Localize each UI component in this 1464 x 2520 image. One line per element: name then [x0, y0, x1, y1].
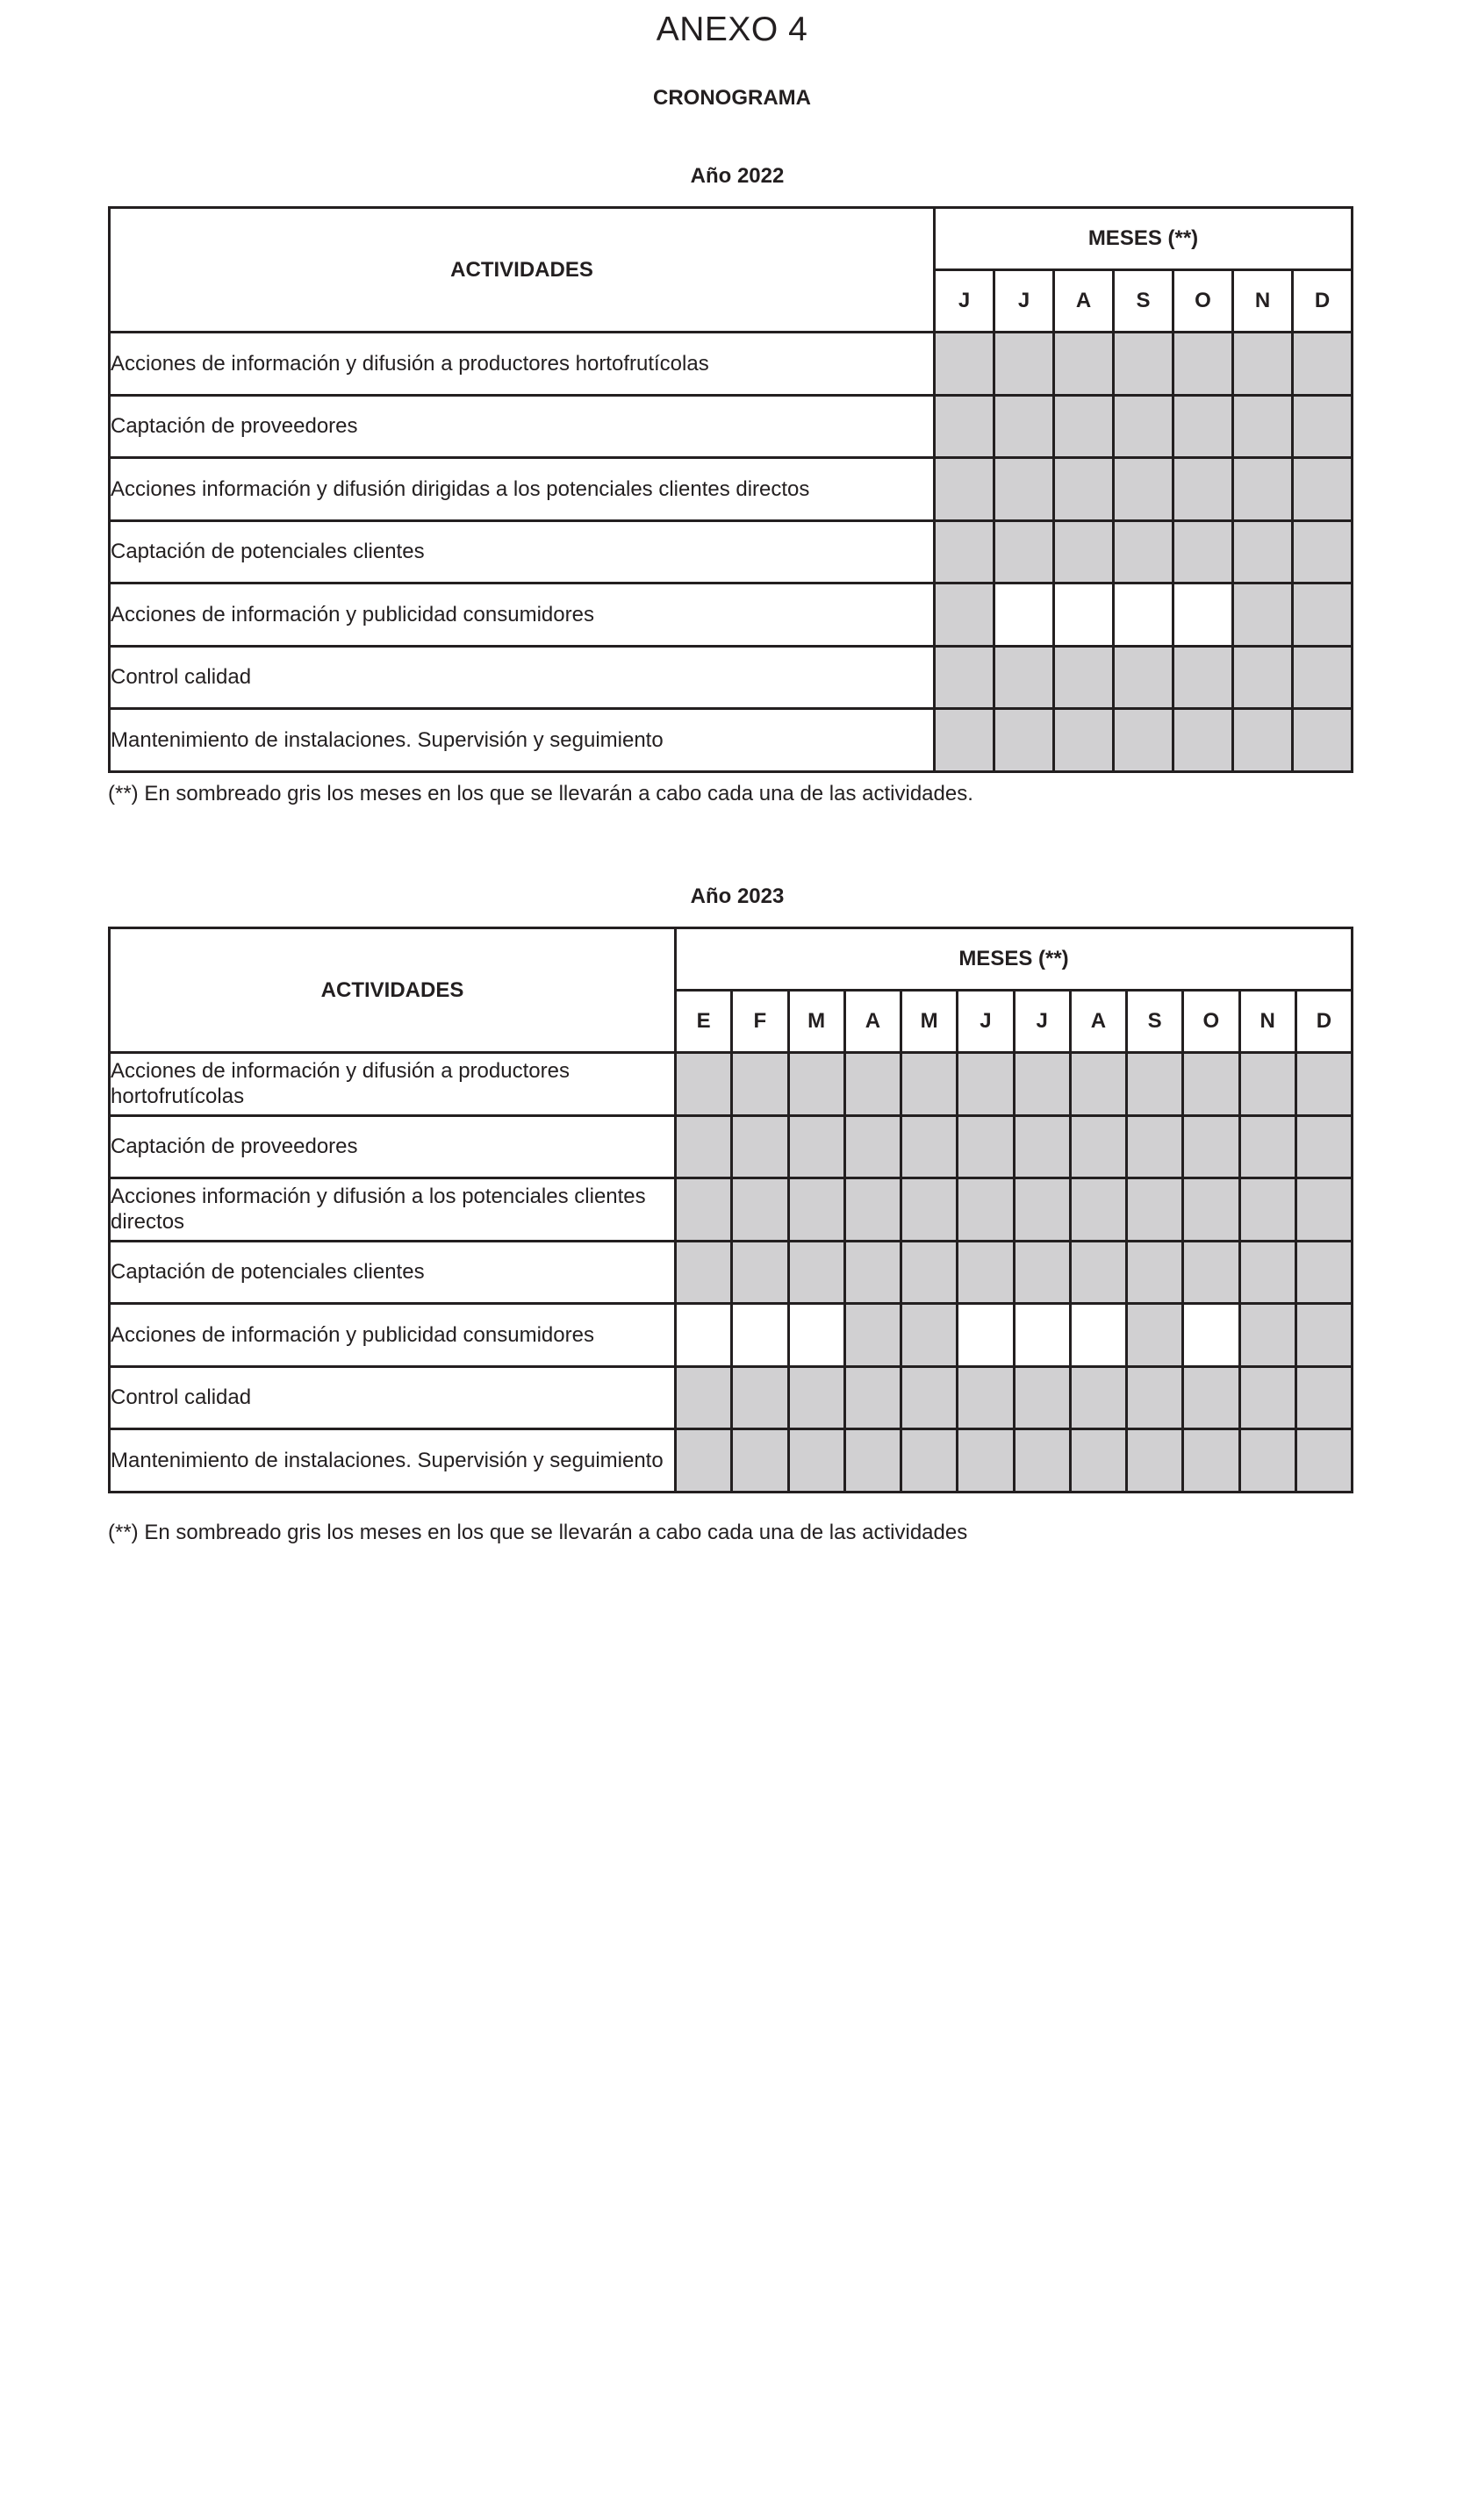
- month-cell-shaded: [1127, 1178, 1183, 1242]
- month-cell-shaded: [1183, 1178, 1239, 1242]
- month-cell-shaded: [1014, 1429, 1070, 1493]
- month-cell-shaded: [1295, 1053, 1352, 1116]
- month-cell-empty: [994, 583, 1054, 647]
- month-cell-shaded: [935, 646, 994, 709]
- month-cell-shaded: [844, 1304, 901, 1367]
- month-cell-shaded: [1293, 583, 1353, 647]
- month-cell-empty: [1183, 1304, 1239, 1367]
- month-cell-shaded: [1239, 1178, 1295, 1242]
- table-row: [110, 1178, 1353, 1242]
- month-cell-shaded: [788, 1053, 844, 1116]
- table-row: [110, 1115, 1353, 1178]
- month-label: N: [1239, 991, 1295, 1053]
- month-cell-shaded: [1173, 709, 1233, 772]
- month-cell-shaded: [1070, 1241, 1126, 1304]
- month-cell-shaded: [788, 1241, 844, 1304]
- month-cell-shaded: [1070, 1115, 1126, 1178]
- month-cell-shaded: [901, 1366, 958, 1429]
- month-cell-shaded: [935, 583, 994, 647]
- section-title: CRONOGRAMA: [653, 86, 811, 110]
- table-row: [110, 458, 1353, 521]
- month-cell-shaded: [994, 458, 1054, 521]
- month-cell-shaded: [676, 1366, 732, 1429]
- activity-label: Control calidad: [110, 1366, 676, 1429]
- month-cell-shaded: [901, 1178, 958, 1242]
- months-header: MESES (**): [935, 208, 1353, 270]
- annex-title: ANEXO 4: [656, 11, 808, 48]
- table-row: [110, 1429, 1353, 1493]
- month-cell-shaded: [958, 1178, 1014, 1242]
- month-cell-shaded: [1173, 646, 1233, 709]
- month-cell-shaded: [1054, 458, 1114, 521]
- activity-label: Captación de potenciales clientes: [110, 1241, 676, 1304]
- month-cell-shaded: [1295, 1178, 1352, 1242]
- month-cell-shaded: [676, 1241, 732, 1304]
- table-row: [110, 646, 1353, 709]
- month-cell-empty: [1014, 1304, 1070, 1367]
- month-label: F: [732, 991, 788, 1053]
- month-cell-shaded: [1183, 1115, 1239, 1178]
- year-label-2023: Año 2023: [690, 884, 785, 908]
- month-cell-shaded: [1127, 1304, 1183, 1367]
- month-cell-shaded: [1233, 709, 1293, 772]
- month-cell-shaded: [732, 1178, 788, 1242]
- footnote-2022: (**) En sombreado gris los meses en los que se llevarán a cabo cada una de las actividades.: [108, 782, 973, 805]
- month-cell-shaded: [788, 1429, 844, 1493]
- month-cell-shaded: [844, 1241, 901, 1304]
- month-cell-shaded: [958, 1366, 1014, 1429]
- month-cell-shaded: [676, 1178, 732, 1242]
- month-label: J: [958, 991, 1014, 1053]
- month-cell-shaded: [1239, 1366, 1295, 1429]
- month-cell-shaded: [1114, 520, 1173, 583]
- month-cell-shaded: [1173, 458, 1233, 521]
- month-cell-shaded: [1295, 1429, 1352, 1493]
- month-cell-shaded: [901, 1429, 958, 1493]
- month-cell-shaded: [1239, 1304, 1295, 1367]
- month-cell-shaded: [788, 1366, 844, 1429]
- month-cell-shaded: [1293, 333, 1353, 396]
- month-cell-shaded: [788, 1178, 844, 1242]
- table-row: [110, 583, 1353, 647]
- month-cell-shaded: [1070, 1178, 1126, 1242]
- activity-label: Acciones información y difusión a los potenciales clientes directos: [110, 1178, 676, 1242]
- month-cell-shaded: [1054, 520, 1114, 583]
- activity-label: Acciones de información y difusión a productores hortofrutícolas: [110, 1053, 676, 1116]
- month-cell-empty: [788, 1304, 844, 1367]
- activity-label: Acciones de información y difusión a productores hortofrutícolas: [110, 333, 935, 396]
- month-label: M: [788, 991, 844, 1053]
- month-cell-shaded: [901, 1304, 958, 1367]
- month-cell-shaded: [1127, 1366, 1183, 1429]
- month-cell-shaded: [958, 1241, 1014, 1304]
- month-cell-shaded: [935, 458, 994, 521]
- table-row: [110, 1241, 1353, 1304]
- month-cell-shaded: [732, 1115, 788, 1178]
- month-label: S: [1127, 991, 1183, 1053]
- month-cell-shaded: [958, 1053, 1014, 1116]
- month-cell-shaded: [844, 1053, 901, 1116]
- month-cell-shaded: [935, 520, 994, 583]
- month-cell-shaded: [1233, 646, 1293, 709]
- table-row: [110, 709, 1353, 772]
- month-cell-shaded: [1114, 709, 1173, 772]
- month-cell-shaded: [1233, 458, 1293, 521]
- month-cell-shaded: [1114, 458, 1173, 521]
- month-cell-shaded: [1014, 1178, 1070, 1242]
- month-cell-shaded: [994, 520, 1054, 583]
- month-cell-shaded: [732, 1241, 788, 1304]
- month-cell-shaded: [994, 395, 1054, 458]
- month-cell-shaded: [676, 1115, 732, 1178]
- month-cell-shaded: [1295, 1366, 1352, 1429]
- month-label: D: [1295, 991, 1352, 1053]
- month-cell-shaded: [676, 1429, 732, 1493]
- activity-label: Captación de proveedores: [110, 395, 935, 458]
- activity-label: Captación de potenciales clientes: [110, 520, 935, 583]
- month-cell-shaded: [1173, 395, 1233, 458]
- activity-label: Acciones información y difusión dirigidas a los potenciales clientes directos: [110, 458, 935, 521]
- month-cell-shaded: [1014, 1366, 1070, 1429]
- month-cell-shaded: [844, 1178, 901, 1242]
- month-cell-shaded: [1293, 520, 1353, 583]
- month-cell-shaded: [1070, 1429, 1126, 1493]
- month-cell-empty: [1054, 583, 1114, 647]
- month-cell-shaded: [1239, 1429, 1295, 1493]
- month-cell-shaded: [1233, 333, 1293, 396]
- month-cell-shaded: [1295, 1115, 1352, 1178]
- month-label: J: [935, 270, 994, 333]
- year-label-2022: Año 2022: [690, 164, 785, 188]
- month-cell-shaded: [1293, 709, 1353, 772]
- month-cell-shaded: [1239, 1053, 1295, 1116]
- activity-label: Mantenimiento de instalaciones. Supervisión y seguimiento: [110, 709, 935, 772]
- month-cell-shaded: [901, 1115, 958, 1178]
- activity-label: Acciones de información y publicidad consumidores: [110, 1304, 676, 1367]
- table-row: [110, 1366, 1353, 1429]
- footnote-2023: (**) En sombreado gris los meses en los que se llevarán a cabo cada una de las actividades: [108, 1521, 968, 1544]
- month-cell-shaded: [1054, 646, 1114, 709]
- month-cell-shaded: [1183, 1429, 1239, 1493]
- month-cell-shaded: [935, 709, 994, 772]
- table-row: [110, 520, 1353, 583]
- month-label: O: [1183, 991, 1239, 1053]
- month-cell-shaded: [788, 1115, 844, 1178]
- month-cell-shaded: [1239, 1241, 1295, 1304]
- month-label: D: [1293, 270, 1353, 333]
- month-cell-empty: [1070, 1304, 1126, 1367]
- month-cell-shaded: [1127, 1241, 1183, 1304]
- month-cell-shaded: [935, 395, 994, 458]
- month-cell-empty: [1173, 583, 1233, 647]
- month-cell-shaded: [1114, 395, 1173, 458]
- month-cell-shaded: [732, 1366, 788, 1429]
- month-cell-shaded: [1295, 1304, 1352, 1367]
- month-cell-shaded: [958, 1115, 1014, 1178]
- month-cell-shaded: [901, 1053, 958, 1116]
- month-cell-shaded: [901, 1241, 958, 1304]
- month-label: A: [844, 991, 901, 1053]
- month-cell-shaded: [994, 646, 1054, 709]
- month-cell-shaded: [1014, 1115, 1070, 1178]
- month-cell-shaded: [1293, 458, 1353, 521]
- month-cell-shaded: [1233, 520, 1293, 583]
- month-cell-shaded: [958, 1429, 1014, 1493]
- month-cell-shaded: [1183, 1366, 1239, 1429]
- schedule-table-2023: [108, 927, 1353, 1493]
- month-cell-shaded: [1295, 1241, 1352, 1304]
- month-label: M: [901, 991, 958, 1053]
- activity-label: Control calidad: [110, 646, 935, 709]
- month-cell-shaded: [1173, 520, 1233, 583]
- table-row: [110, 395, 1353, 458]
- activity-label: Mantenimiento de instalaciones. Supervisión y seguimiento: [110, 1429, 676, 1493]
- activity-label: Acciones de información y publicidad consumidores: [110, 583, 935, 647]
- month-cell-shaded: [1054, 709, 1114, 772]
- month-cell-shaded: [1127, 1053, 1183, 1116]
- schedule-table-2022: [108, 206, 1353, 773]
- month-cell-shaded: [1070, 1366, 1126, 1429]
- month-cell-shaded: [1239, 1115, 1295, 1178]
- month-cell-shaded: [1233, 583, 1293, 647]
- month-cell-shaded: [844, 1366, 901, 1429]
- activities-header: ACTIVIDADES: [110, 208, 935, 333]
- month-cell-shaded: [1127, 1115, 1183, 1178]
- month-cell-shaded: [1233, 395, 1293, 458]
- month-cell-shaded: [844, 1429, 901, 1493]
- month-cell-shaded: [732, 1053, 788, 1116]
- month-cell-shaded: [1183, 1053, 1239, 1116]
- month-cell-shaded: [1293, 395, 1353, 458]
- table-row: [110, 1053, 1353, 1116]
- month-cell-shaded: [1114, 333, 1173, 396]
- month-cell-shaded: [935, 333, 994, 396]
- month-label: J: [994, 270, 1054, 333]
- month-cell-shaded: [1183, 1241, 1239, 1304]
- month-cell-empty: [676, 1304, 732, 1367]
- month-label: N: [1233, 270, 1293, 333]
- month-label: J: [1014, 991, 1070, 1053]
- month-cell-shaded: [1054, 333, 1114, 396]
- month-label: A: [1070, 991, 1126, 1053]
- month-cell-shaded: [1293, 646, 1353, 709]
- month-cell-empty: [1114, 583, 1173, 647]
- month-label: S: [1114, 270, 1173, 333]
- table-row: [110, 333, 1353, 396]
- month-cell-empty: [732, 1304, 788, 1367]
- month-label: A: [1054, 270, 1114, 333]
- month-cell-shaded: [1014, 1241, 1070, 1304]
- month-label: E: [676, 991, 732, 1053]
- month-cell-shaded: [1054, 395, 1114, 458]
- table-row: [110, 1304, 1353, 1367]
- month-cell-shaded: [994, 333, 1054, 396]
- month-cell-shaded: [1127, 1429, 1183, 1493]
- month-cell-shaded: [1114, 646, 1173, 709]
- month-cell-shaded: [1070, 1053, 1126, 1116]
- month-cell-shaded: [732, 1429, 788, 1493]
- month-cell-shaded: [1173, 333, 1233, 396]
- month-cell-shaded: [1014, 1053, 1070, 1116]
- month-label: O: [1173, 270, 1233, 333]
- month-cell-shaded: [994, 709, 1054, 772]
- months-header: MESES (**): [676, 928, 1353, 991]
- month-cell-shaded: [676, 1053, 732, 1116]
- activity-label: Captación de proveedores: [110, 1115, 676, 1178]
- activities-header: ACTIVIDADES: [110, 928, 676, 1053]
- month-cell-empty: [958, 1304, 1014, 1367]
- month-cell-shaded: [844, 1115, 901, 1178]
